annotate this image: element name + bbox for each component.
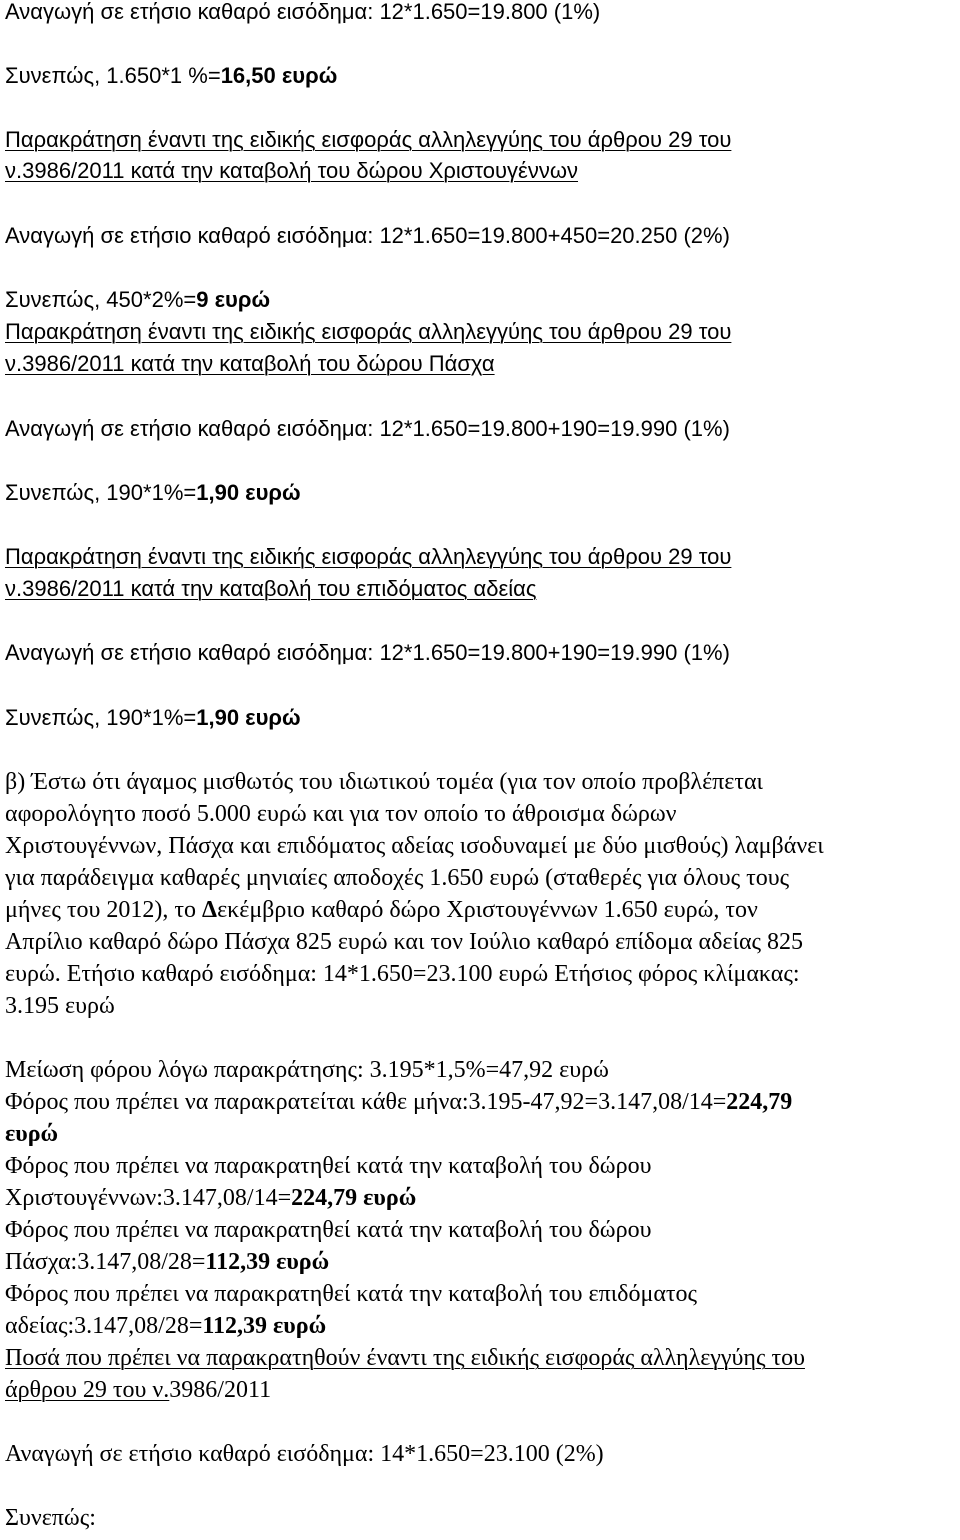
result-line-3-amount: 1,90 ευρώ [196,480,301,505]
monthly-withholding-amount: 224,79 [726,1089,793,1115]
christmas-withholding-text: Χριστουγέννων:3.147,08/14= [5,1185,292,1211]
tax-reduction-line: Μείωση φόρου λόγω παρακράτησης: 3.195*1,5%=47,92 ευρώ [5,1057,609,1083]
example-paragraph-line-5-bold-letter: Δ [202,897,218,923]
example-paragraph-line-4: για παράδειγμα καθαρές μηνιαίες αποδοχές 1.650 ευρώ (σταθερές για όλους τους [5,865,790,891]
heading-leave-line-2: ν.3986/2011 κατά την καταβολή του επιδόματος αδείας [5,576,537,601]
result-line-3 [5,477,301,509]
leave-withholding-line-2 [5,1310,326,1342]
solidarity-heading-underlined: άρθρου 29 του ν. [5,1377,170,1403]
leave-withholding-line-1: Φόρος που πρέπει να παρακρατηθεί κατά την καταβολή του επιδόματος [5,1281,698,1307]
result-line-4-amount: 1,90 ευρώ [196,705,301,730]
christmas-withholding-line-2 [5,1182,416,1214]
monthly-withholding-line-2 [5,1118,58,1150]
result-line-2-text: Συνεπώς, 450*2%= [5,287,197,312]
example-paragraph-line-3: Χριστουγέννων, Πάσχα και επιδόματος αδείας ισοδυναμεί με δύο μισθούς) λαμβάνει [5,833,824,859]
leave-withholding-text: αδείας:3.147,08/28= [5,1313,203,1339]
heading-easter-line-1: Παρακράτηση έναντι της ειδικής εισφοράς αλληλεγγύης του άρθρου 29 του [5,319,732,344]
heading-leave-line-1: Παρακράτηση έναντι της ειδικής εισφοράς αλληλεγγύης του άρθρου 29 του [5,544,732,569]
christmas-withholding-line-1: Φόρος που πρέπει να παρακρατηθεί κατά την καταβολή του δώρου [5,1153,652,1179]
easter-withholding-amount: 112,39 ευρώ [205,1249,330,1275]
annual-income-line-1: Αναγωγή σε ετήσιο καθαρό εισόδημα: 12*1.650=19.800 (1%) [5,0,601,24]
result-line-2-amount: 9 ευρώ [196,287,271,312]
easter-withholding-text: Πάσχα:3.147,08/28= [5,1249,206,1275]
monthly-withholding-currency: ευρώ [5,1121,59,1147]
result-line-3-text: Συνεπώς, 190*1%= [5,480,197,505]
heading-christmas-line-2: ν.3986/2011 κατά την καταβολή του δώρου Χριστουγέννων [5,158,579,183]
leave-withholding-amount: 112,39 ευρώ [202,1313,327,1339]
solidarity-heading-law-number: 3986/2011 [169,1377,272,1403]
example-paragraph-line-2: αφορολόγητο ποσό 5.000 ευρώ και για τον οποίο το άθροισμα δώρων [5,801,677,827]
heading-christmas-line-1: Παρακράτηση έναντι της ειδικής εισφοράς αλληλεγγύης του άρθρου 29 του [5,127,732,152]
monthly-withholding-text: Φόρος που πρέπει να παρακρατείται κάθε μήνα:3.195-47,92=3.147,08/14= [5,1089,727,1115]
example-paragraph-line-5-text-a: μήνες του 2012), το [5,897,203,923]
result-line-4 [5,702,301,734]
result-line-1-amount: 16,50 ευρώ [220,63,338,88]
example-paragraph-line-1: β) Έστω ότι άγαμος μισθωτός του ιδιωτικού τομέα (για τον οποίο προβλέπεται [5,769,764,795]
annual-income-line-2: Αναγωγή σε ετήσιο καθαρό εισόδημα: 12*1.650=19.800+450=20.250 (2%) [5,223,730,248]
easter-withholding-line-1: Φόρος που πρέπει να παρακρατηθεί κατά την καταβολή του δώρου [5,1217,652,1243]
result-line-4-text: Συνεπώς, 190*1%= [5,705,197,730]
example-paragraph-line-5-text-b: εκέμβριο καθαρό δώρο Χριστουγέννων 1.650 ευρώ, τον [217,897,758,923]
conclusion-label: Συνεπώς: [5,1505,96,1531]
annual-income-line-5: Αναγωγή σε ετήσιο καθαρό εισόδημα: 14*1.650=23.100 (2%) [5,1441,604,1467]
example-paragraph-line-6: Απρίλιο καθαρό δώρο Πάσχα 825 ευρώ και τον Ιούλιο καθαρό επίδομα αδείας 825 [5,929,804,955]
solidarity-heading-line-1: Ποσά που πρέπει να παρακρατηθούν έναντι της ειδικής εισφοράς αλληλεγγύης του [5,1345,805,1371]
result-line-1-text: Συνεπώς, 1.650*1 %= [5,63,221,88]
christmas-withholding-amount: 224,79 ευρώ [291,1185,417,1211]
easter-withholding-line-2 [5,1246,329,1278]
annual-income-line-3: Αναγωγή σε ετήσιο καθαρό εισόδημα: 12*1.650=19.800+190=19.990 (1%) [5,416,730,441]
heading-easter-line-2: ν.3986/2011 κατά την καταβολή του δώρου Πάσχα [5,351,495,376]
solidarity-heading-line-2 [5,1374,271,1406]
monthly-withholding-line-1 [5,1086,792,1118]
annual-income-line-4: Αναγωγή σε ετήσιο καθαρό εισόδημα: 12*1.650=19.800+190=19.990 (1%) [5,640,730,665]
example-paragraph-line-8: 3.195 ευρώ [5,993,115,1019]
example-paragraph-line-7: ευρώ. Ετήσιο καθαρό εισόδημα: 14*1.650=23.100 ευρώ Ετήσιος φόρος κλίμακας: [5,961,800,987]
result-line-2 [5,284,270,316]
example-paragraph-line-5 [5,894,758,926]
result-line-1 [5,60,337,92]
